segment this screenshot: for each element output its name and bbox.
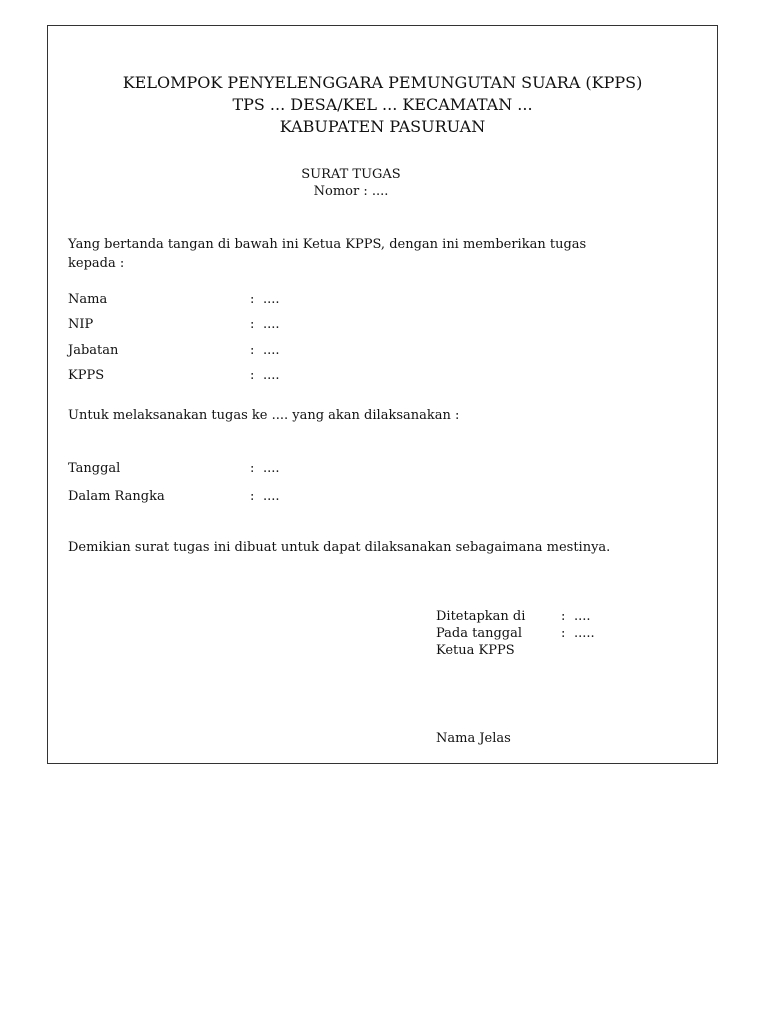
field-separator: : <box>250 461 255 476</box>
signature-date-separator: : <box>561 626 566 641</box>
field-separator: : <box>250 317 255 332</box>
field-separator: : <box>250 292 255 307</box>
field-value-kpps: .... <box>263 368 280 383</box>
task-statement: Untuk melaksanakan tugas ke .... yang akan dilaksanakan : <box>68 408 460 423</box>
field-value-jabatan: .... <box>263 343 280 358</box>
header-location: TPS ... DESA/KEL ... KECAMATAN ... <box>232 95 533 114</box>
field-value-nama: .... <box>263 292 280 307</box>
signature-date-value: ..... <box>574 626 595 641</box>
field-separator: : <box>250 368 255 383</box>
signature-place-separator: : <box>561 609 566 624</box>
document-title: SURAT TUGAS <box>301 167 401 182</box>
field-label-nama: Nama <box>68 292 108 307</box>
field-label-kpps: KPPS <box>68 368 105 383</box>
signature-name: Nama Jelas <box>436 731 511 746</box>
field-separator: : <box>250 489 255 504</box>
field-value-tanggal: .... <box>263 461 280 476</box>
field-label-dalam-rangka: Dalam Rangka <box>68 489 165 504</box>
field-value-nip: .... <box>263 317 280 332</box>
intro-paragraph: Yang bertanda tangan di bawah ini Ketua KPPS, dengan ini memberikan tugas kepada : <box>68 237 587 271</box>
field-label-nip: NIP <box>68 317 94 332</box>
closing-statement: Demikian surat tugas ini dibuat untuk dapat dilaksanakan sebagaimana mestinya. <box>68 540 611 555</box>
field-separator: : <box>250 343 255 358</box>
field-label-jabatan: Jabatan <box>68 343 119 358</box>
field-value-dalam-rangka: .... <box>263 489 280 504</box>
document-number: Nomor : .... <box>313 184 389 199</box>
field-label-tanggal: Tanggal <box>68 461 121 476</box>
header-regency: KABUPATEN PASURUAN <box>279 117 486 136</box>
document-page <box>47 25 718 764</box>
header-org-name: KELOMPOK PENYELENGGARA PEMUNGUTAN SUARA (KPPS) <box>122 73 643 92</box>
signature-date-label: Pada tanggal <box>436 626 523 641</box>
signature-place-label: Ditetapkan di <box>436 609 526 624</box>
signature-role: Ketua KPPS <box>436 643 515 658</box>
signature-place-value: .... <box>574 609 591 624</box>
